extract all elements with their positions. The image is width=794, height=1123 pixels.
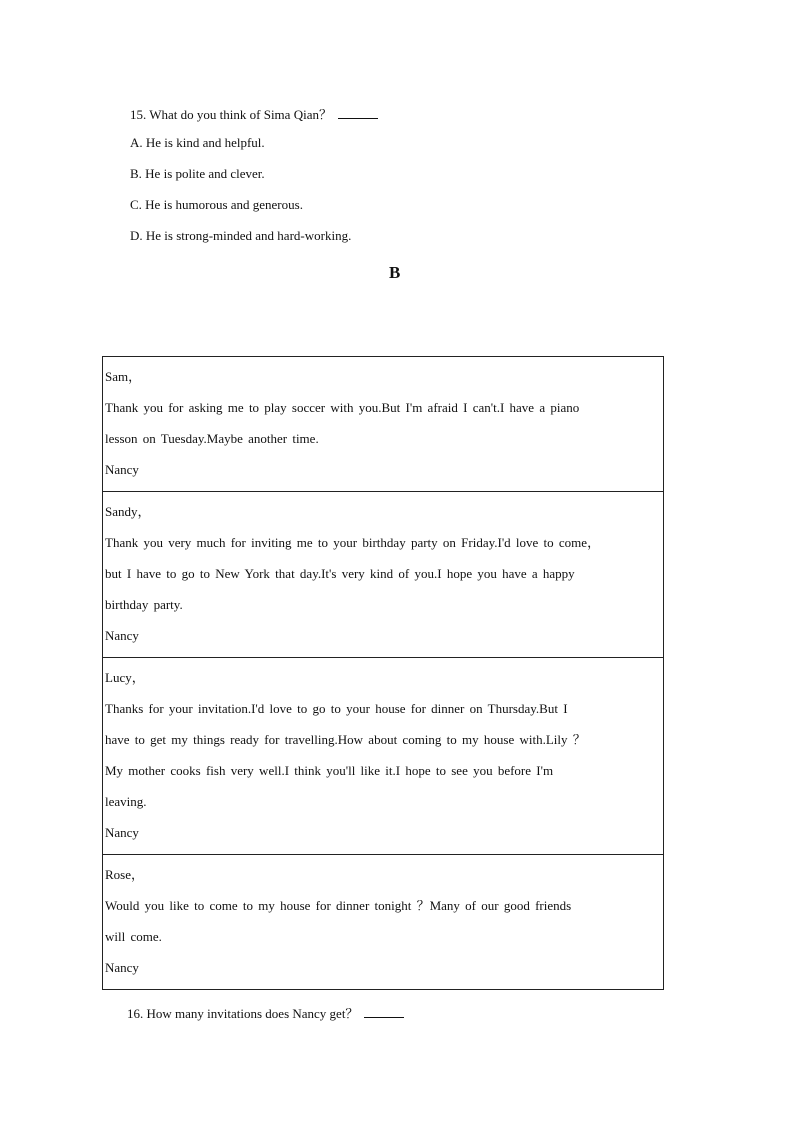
option-d: D. He is strong-minded and hard-working.: [130, 228, 352, 243]
question-15-text: 15. What do you think of Sima Qian？: [130, 107, 332, 122]
note-recipient: Rose，: [105, 867, 145, 882]
note-line: will come.: [105, 929, 162, 944]
note-sandy: [103, 492, 663, 658]
note-rose: [103, 855, 663, 989]
note-line: have to get my things ready for travelling.How about coming to my house with.Lily ？: [105, 732, 586, 747]
answer-blank-15[interactable]: [338, 108, 378, 119]
answer-blank-16[interactable]: [364, 1007, 404, 1018]
note-signature: Nancy: [105, 628, 139, 643]
question-16-text: 16. How many invitations does Nancy get？: [127, 1006, 359, 1021]
section-heading: B: [389, 263, 401, 282]
note-sam: [103, 357, 663, 492]
note-signature: Nancy: [105, 825, 139, 840]
note-line: lesson on Tuesday.Maybe another time.: [105, 431, 319, 446]
option-a: A. He is kind and helpful.: [130, 135, 265, 150]
option-c: C. He is humorous and generous.: [130, 197, 303, 212]
question-15: [130, 104, 378, 123]
note-line: but I have to go to New York that day.It's very kind of you.I hope you have a happy: [105, 566, 575, 581]
note-signature: Nancy: [105, 462, 139, 477]
note-line: Thanks for your invitation.I'd love to go to your house for dinner on Thursday.But I: [105, 701, 568, 716]
note-line: birthday party.: [105, 597, 183, 612]
notes-table: [102, 356, 664, 990]
note-lucy: [103, 658, 663, 855]
note-line: Would you like to come to my house for dinner tonight ？Many of our good friends: [105, 898, 572, 913]
note-line: leaving.: [105, 794, 147, 809]
note-recipient: Lucy，: [105, 670, 145, 685]
question-16: [127, 1003, 404, 1022]
note-recipient: Sam，: [105, 369, 142, 384]
note-recipient: Sandy，: [105, 504, 151, 519]
option-b: B. He is polite and clever.: [130, 166, 265, 181]
note-line: Thank you very much for inviting me to your birthday party on Friday.I'd love to come，: [105, 535, 601, 550]
note-line: Thank you for asking me to play soccer with you.But I'm afraid I can't.I have a piano: [105, 400, 580, 415]
note-line: My mother cooks fish very well.I think you'll like it.I hope to see you before I'm: [105, 763, 554, 778]
note-signature: Nancy: [105, 960, 139, 975]
